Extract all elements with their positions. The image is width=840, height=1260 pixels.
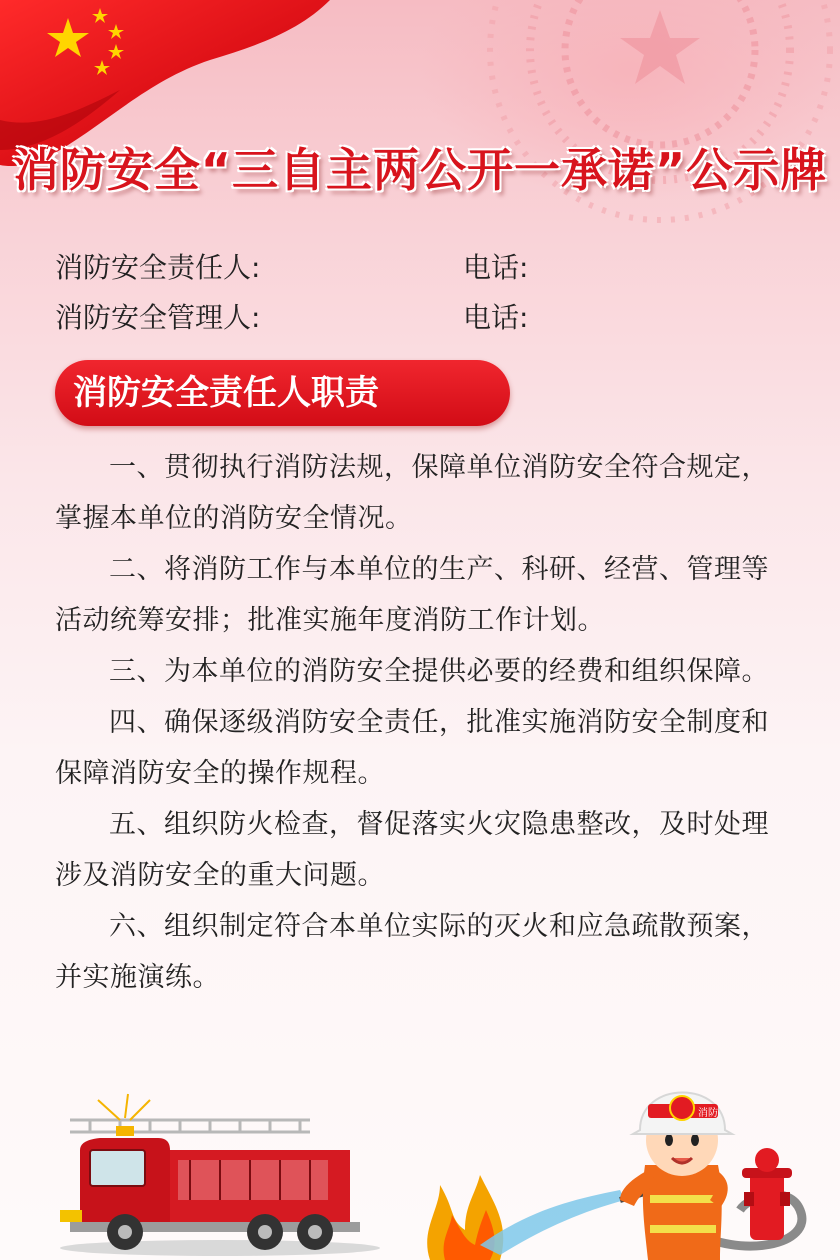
duties-list: [55, 442, 785, 1003]
section-heading: 消防安全责任人职责: [73, 373, 379, 413]
fire-hydrant-icon: [742, 1148, 792, 1240]
firefighter-illustration: [420, 1060, 820, 1260]
poster-title: 消防安全“三自主两公开一承诺”公示牌: [12, 143, 828, 197]
manager-person-label: 消防安全管理人:: [55, 301, 261, 334]
section-heading-pill: [55, 360, 510, 426]
responsible-person-label: 消防安全责任人:: [55, 251, 261, 284]
helmet-text: 消防: [698, 1108, 718, 1119]
firefighter-icon: [620, 1093, 732, 1260]
responsible-phone-label: 电话:: [463, 251, 529, 284]
duty-item: 三、为本单位的消防安全提供必要的经费和组织保障。: [109, 656, 769, 687]
duty-item: 五、组织防火检查，督促落实火灾隐患整改，及时处理涉及消防安全的重大问题。: [55, 809, 769, 891]
duty-item: 四、确保逐级消防安全责任，批准实施消防安全制度和保障消防安全的操作规程。: [55, 707, 769, 789]
header-decoration: [0, 0, 840, 240]
fire-truck-icon: [50, 1090, 380, 1260]
duty-item: 二、将消防工作与本单位的生产、科研、经营、管理等活动统筹安排；批准实施年度消防工作计划。: [55, 554, 769, 636]
duty-item: 一、贯彻执行消防法规，保障单位消防安全符合规定，掌握本单位的消防安全情况。: [55, 452, 769, 534]
manager-phone-label: 电话:: [463, 301, 529, 334]
duty-item: 六、组织制定符合本单位实际的灭火和应急疏散预案，并实施演练。: [55, 911, 769, 993]
